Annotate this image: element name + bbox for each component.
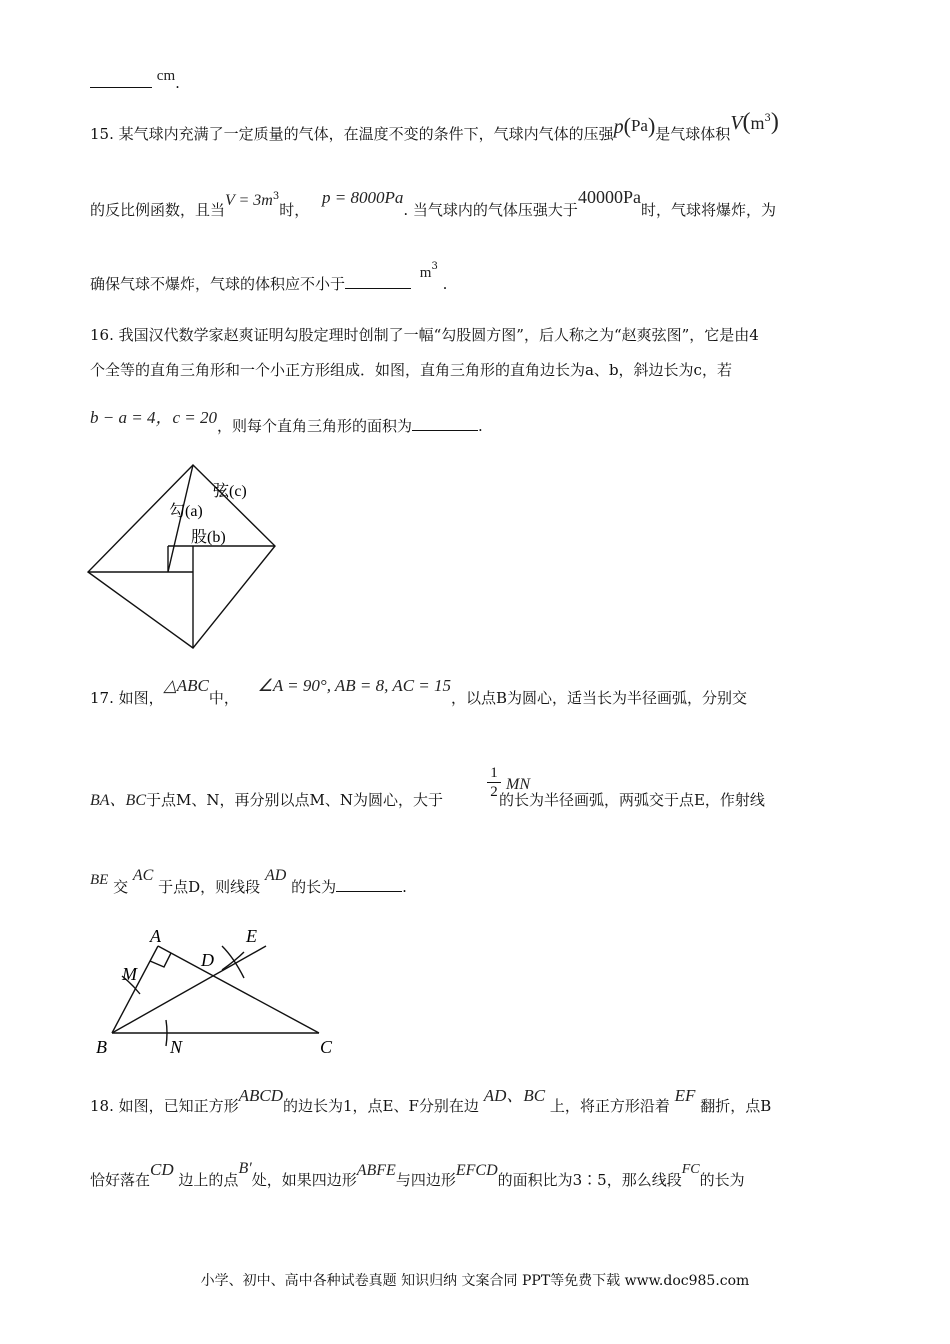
label-d: D [201,950,214,970]
math-p-eq: p = 8000Pa [322,188,404,207]
outer-square [88,465,275,648]
answer-blank [90,72,152,88]
math-v-eq: V = 3m [225,192,273,209]
period: . [442,275,448,293]
math-b-prime: B′ [238,1160,252,1177]
page-footer: 小学、初中、高中各种试卷真题 知识归纳 文案合同 PPT等免费下载 www.doc985.com [200,1273,750,1289]
label-m: M [122,964,137,984]
fraction-numerator: 1 [490,765,498,781]
answer-blank [345,273,411,289]
q15-text: 的反比例函数，且当 [90,201,226,219]
q15-line-1: 15. 某气球内充满了一定质量的气体，在温度不变的条件下，气球内气体的压强p(Pa)是气球体积$V(m^3)$ [90,109,779,143]
segment-ac [158,946,319,1033]
math-m: m [419,265,432,281]
q18-text: 与四边形 [395,1171,456,1189]
zhao-shuang-diagram [85,462,280,650]
q16-text: ，则每个直角三角形的面积为 [216,417,412,435]
q17-line-2 [90,790,765,811]
superscript: 3 [764,113,771,124]
fraction-denominator: 2 [490,784,498,800]
answer-blank [336,876,402,892]
q17-text: 的长为半径画弧，两弧交于点E，作射线 [498,791,765,809]
q17-text: 于点M、N，再分别以点M、N为圆心，大于 [146,791,443,809]
label-short-leg: 勾(a) [169,503,203,520]
label-c: C [320,1037,333,1057]
answer-blank [412,415,478,431]
q17-line-1 [90,676,748,708]
q18-text: 的边长为1，点E、F分别在边 [283,1097,479,1115]
q17-text: 17. 如图， [90,689,164,707]
q18-line-2 [90,1160,745,1192]
math-condition: b − a = 4，c = 20 [90,408,217,427]
superscript: 3 [431,261,438,272]
math-abcd: ABCD [238,1086,284,1105]
label-n: N [170,1037,183,1057]
math-ad: AD [264,867,287,884]
math-be: BE [90,872,109,888]
math-mn: MN [506,776,530,793]
math-m: m [750,113,765,133]
math-abfe: ABFE [356,1162,396,1179]
label-e: E [246,926,257,946]
q15-line-2 [90,187,776,223]
math-fc: FC [681,1162,700,1177]
q18-text: 上，将正方形沿着 [549,1097,670,1115]
q17-text: 于点D，则线段 [158,878,261,896]
q18-text: 边上的点 [178,1171,239,1189]
label-long-leg: 股(b) [191,529,226,546]
math-pressure: 40000Pa [577,187,641,207]
math-cd: CD [150,1160,174,1179]
q15-text: 是气球体积 [655,125,731,143]
q17-text: 中， [208,689,239,707]
q18-text: 翻折，点B [700,1097,772,1115]
q16-line-3 [90,408,483,436]
label-hypotenuse: 弦(c) [213,483,247,500]
math-condition: ∠A = 90°, AB = 8, AC = 15 [257,676,452,695]
unit-text: cm [156,68,176,84]
q15-text: 时， [279,201,310,219]
label-b: B [96,1037,107,1057]
period: . [175,74,180,92]
q17-text: 的长为 [291,878,337,896]
q16-text: 16. 我国汉代数学家赵爽证明勾股定理时创制了一幅“勾股圆方图”，后人称之为“赵爽弦图”，它是由4 [90,326,759,344]
math-efcd: EFCD [455,1162,498,1179]
q17-text: ，以点B为圆心，适当长为半径画弧，分别交 [451,689,748,707]
q15-line-3 [90,261,448,297]
math-v: V [730,112,743,134]
q16-line-2 [90,360,732,380]
q15-text: 确保气球不爆炸，气球的体积应不小于 [90,275,346,293]
q18-text: 18. 如图，已知正方形 [90,1097,239,1115]
label-a: A [150,926,161,946]
q18-line-1 [90,1086,772,1116]
q14-answer-line [90,68,180,94]
math-pa: Pa [630,116,648,135]
math-triangle: △ABC [163,676,209,695]
q16-line-1 [90,325,759,345]
period: . [477,417,483,435]
fraction-half [484,764,504,801]
period: . [402,878,407,896]
math-ba-bc: BA、BC [90,792,146,809]
q16-text: 个全等的直角三角形和一个小正方形组成．如图，直角三角形的直角边长为a、b，斜边长为c，若 [90,361,732,379]
q17-line-3 [90,867,407,898]
math-ac: AC [132,867,154,884]
q17-text: 交 [113,878,129,896]
q15-text: 15. 某气球内充满了一定质量的气体，在温度不变的条件下，气球内气体的压强 [90,125,614,143]
q18-text: 处，如果四边形 [251,1171,357,1189]
math-ad-bc: AD、BC [483,1086,546,1105]
q15-text: 时，气球将爆炸，为 [640,201,776,219]
q15-text: . 当气球内的气体压强大于 [403,201,578,219]
math-ef: EF [674,1086,696,1105]
triangle-construction-figure [88,922,348,1062]
superscript: 3 [272,191,280,202]
q18-text: 恰好落在 [90,1171,151,1189]
q18-text: 的长为 [699,1171,745,1189]
math-p: p [613,116,624,138]
q18-text: 的面积比为3∶5，那么线段 [497,1171,682,1189]
